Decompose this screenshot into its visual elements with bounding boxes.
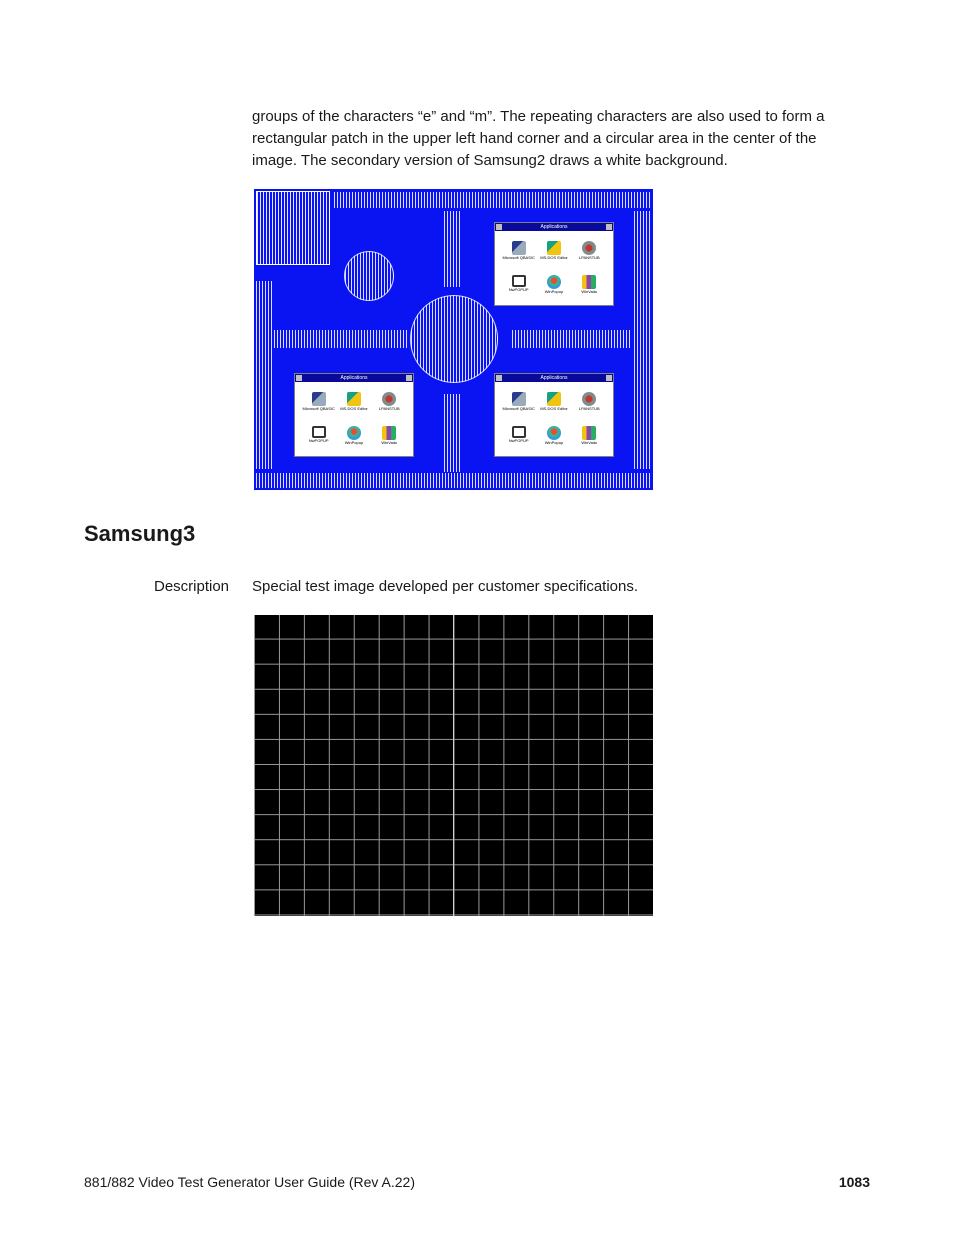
app-icon [501, 386, 536, 420]
char-column-center-top [444, 211, 462, 287]
app-icon [501, 235, 536, 269]
window-title: Applications [340, 375, 368, 381]
icon-label: LPANSTUB [578, 255, 600, 260]
maximize-icon [606, 375, 612, 381]
samsung2-test-image [254, 189, 653, 490]
app-icon [301, 420, 336, 454]
icon-label: WinPopup [544, 440, 564, 445]
control-menu-icon [496, 375, 502, 381]
icon-label: WinVadu [581, 440, 598, 445]
app-icon [572, 235, 607, 269]
samsung3-test-image [254, 615, 653, 916]
maximize-icon [606, 224, 612, 230]
char-column-center-bottom [444, 394, 462, 472]
app-icon [336, 386, 371, 420]
app-icon [372, 420, 407, 454]
description-label: Description [154, 578, 230, 595]
lpanstub-icon [582, 241, 596, 255]
lpanstub-icon [582, 392, 596, 406]
char-column-left [256, 281, 272, 469]
app-icon [572, 386, 607, 420]
icon-label: WinVadu [581, 289, 598, 294]
app-icon [301, 386, 336, 420]
icon-label: LPANSTUB [378, 406, 400, 411]
char-column-right [634, 211, 650, 469]
editor-icon [347, 392, 361, 406]
qbasic-icon [512, 241, 526, 255]
char-band-middle-left [274, 330, 409, 348]
nwpopup-icon [512, 275, 526, 287]
description-text: Special test image developed per customer specifications. [252, 578, 639, 595]
qbasic-icon [312, 392, 326, 406]
app-icon [536, 386, 571, 420]
control-menu-icon [296, 375, 302, 381]
char-band-bottom [256, 473, 651, 488]
section-title: Samsung3 [84, 521, 196, 546]
winvadu-icon [582, 426, 596, 440]
icon-label: MS-DOS Editor [540, 255, 568, 260]
icon-label: Microsoft QBASIC [302, 406, 335, 411]
icon-label: MS-DOS Editor [340, 406, 368, 411]
icon-label: NwPOPUP [508, 287, 529, 292]
icon-label: WinPopup [544, 289, 564, 294]
nwpopup-icon [312, 426, 326, 438]
icon-label: WinPopup [344, 440, 364, 445]
editor-icon [547, 241, 561, 255]
editor-icon [547, 392, 561, 406]
grid-center-line [453, 615, 454, 916]
winpopup-icon [547, 275, 561, 289]
winvadu-icon [382, 426, 396, 440]
winvadu-icon [582, 275, 596, 289]
app-icon [536, 235, 571, 269]
app-icon [572, 269, 607, 303]
icon-label: MS-DOS Editor [540, 406, 568, 411]
window-title: Applications [540, 224, 568, 230]
icon-label: NwPOPUP [508, 438, 529, 443]
app-icon [536, 420, 571, 454]
corner-patch [256, 191, 330, 265]
footer-guide-title: 881/882 Video Test Generator User Guide (Rev A.22) [84, 1174, 416, 1190]
maximize-icon [406, 375, 412, 381]
app-icon [572, 420, 607, 454]
winpopup-icon [547, 426, 561, 440]
icon-label: LPANSTUB [578, 406, 600, 411]
applications-window [494, 373, 614, 457]
icon-label: Microsoft QBASIC [502, 406, 535, 411]
app-icon [501, 420, 536, 454]
icon-label: Microsoft QBASIC [502, 255, 535, 260]
window-title: Applications [540, 375, 568, 381]
control-menu-icon [496, 224, 502, 230]
lpanstub-icon [382, 392, 396, 406]
intro-paragraph: groups of the characters “e” and “m”. The repeating characters are also used to form a rectangular patch in the upper left hand corner and a circular area in the center of the image. The secondary version of Samsung2 draws a white background. [252, 108, 825, 169]
nwpopup-icon [512, 426, 526, 438]
icon-label: WinVadu [381, 440, 398, 445]
page-number: 1083 [838, 1174, 870, 1190]
char-band-top [334, 192, 650, 208]
applications-window [494, 222, 614, 306]
center-circle [410, 295, 498, 383]
app-icon [501, 269, 536, 303]
app-icon [536, 269, 571, 303]
small-circle [344, 251, 394, 301]
qbasic-icon [512, 392, 526, 406]
app-icon [372, 386, 407, 420]
winpopup-icon [347, 426, 361, 440]
applications-window [294, 373, 414, 457]
icon-label: NwPOPUP [308, 438, 329, 443]
app-icon [336, 420, 371, 454]
char-band-middle-right [512, 330, 632, 348]
